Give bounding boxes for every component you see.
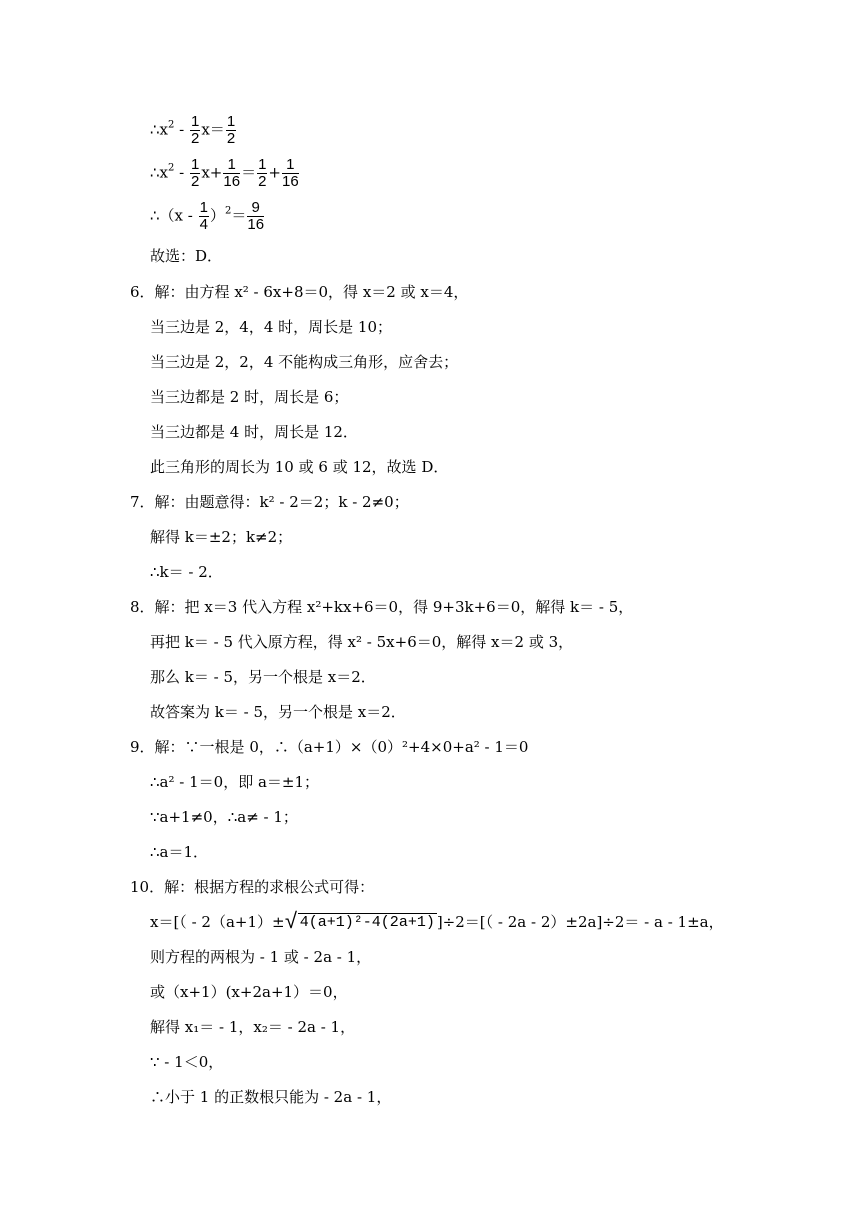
text-fragment: x+: [201, 163, 223, 182]
fraction: [190, 157, 200, 190]
text-fragment: +: [268, 163, 281, 182]
q7-line-2: 解得 k＝±2；k≠2；: [150, 528, 293, 546]
radicand: 4(a+1)²-4(2a+1): [299, 914, 435, 931]
numerator: 9: [247, 200, 264, 217]
text-fragment: -: [174, 163, 189, 182]
text-fragment: ∴x: [150, 120, 169, 139]
text-fragment: 解：由方程 x² - 6x+8＝0，得 x＝2 或 x＝4，: [154, 283, 469, 301]
denominator: 2: [258, 173, 267, 190]
text-fragment: 解：∵一根是 0，∴（a+1）×（0）²+4×0+a² - 1＝0: [154, 738, 529, 756]
q7-line-3: ∴k＝ - 2．: [150, 563, 223, 581]
q6-line-1: [130, 282, 468, 302]
denominator: 2: [191, 130, 200, 147]
numerator: 1: [223, 157, 240, 174]
q9-line-4: ∴a＝1．: [150, 843, 209, 861]
q9-line-2: ∴a² - 1＝0，即 a＝±1；: [150, 773, 320, 791]
text-fragment: ]÷2＝[（ - 2a - 2）±2a]÷2＝ - a - 1±a，: [436, 913, 724, 931]
text-fragment: ）: [209, 206, 225, 225]
numerator: 1: [191, 156, 200, 173]
q10-line-7: ∴小于 1 的正数根只能为 - 2a - 1，: [150, 1088, 392, 1106]
q10-line-2: [150, 912, 724, 933]
q8-line-3: 那么 k＝ - 5，另一个根是 x＝2．: [150, 668, 376, 686]
text-fragment: x＝: [201, 120, 225, 139]
denominator: 16: [247, 216, 265, 233]
q6-line-6: 此三角形的周长为 10 或 6 或 12，故选 D．: [150, 458, 449, 476]
fraction: [226, 114, 236, 147]
numerator: 1: [258, 156, 267, 173]
q6-line-2: 当三边是 2，4，4 时，周长是 10；: [150, 318, 393, 336]
intro-line-2: $\therefore x^2$ - $\frac{1}{2}$ x+ $\frac{1}{16}$ ＝ $\frac{1}{2}$ + $\frac{1}{16}$: [150, 156, 299, 190]
intro-line-1: $\therefore x^2$ - $\frac{1}{2}$ x＝ $\frac{1}{2}$: [150, 113, 236, 147]
fraction: [247, 200, 264, 233]
q10-line-3: 则方程的两根为 - 1 或 - 2a - 1，: [150, 948, 372, 966]
q7-line-1: [130, 492, 409, 512]
text-fragment: 解：由题意得：k² - 2＝2；k - 2≠0；: [154, 493, 409, 511]
q8-line-1: [130, 597, 633, 617]
q10-line-4: 或（x+1）(x+2a+1）＝0，: [150, 983, 348, 1001]
denominator: 16: [282, 173, 299, 190]
question-number: 8．: [130, 598, 155, 616]
denominator: 4: [199, 216, 208, 233]
text-fragment: x＝[（ - 2（a+1）±: [150, 913, 285, 931]
intro-line-3: ∴（x - $\frac{1}{4}$ ）$^2$＝ $\frac{9}{16}$: [150, 199, 265, 233]
q9-line-1: [130, 737, 528, 757]
text-fragment: 解：根据方程的求根公式可得：: [164, 878, 375, 896]
text-fragment: 解：把 x＝3 代入方程 x²+kx+6＝0，得 9+3k+6＝0，解得 k＝ - 5，: [154, 598, 634, 616]
question-number: 10．: [130, 878, 165, 896]
q8-line-2: 再把 k＝ - 5 代入原方程，得 x² - 5x+6＝0，解得 x＝2 或 3，: [150, 633, 574, 651]
text-fragment: -: [174, 120, 189, 139]
question-number: 9．: [130, 738, 155, 756]
fraction: [199, 200, 209, 233]
q6-line-4: 当三边都是 2 时，周长是 6；: [150, 388, 349, 406]
denominator: 2: [191, 173, 200, 190]
denominator: 2: [226, 130, 236, 147]
text-fragment: ∴x: [150, 163, 169, 182]
numerator: 1: [226, 113, 236, 130]
text-fragment: ∴（x -: [150, 206, 198, 225]
numerator: 1: [282, 157, 299, 174]
q6-line-5: 当三边都是 4 时，周长是 12．: [150, 423, 358, 441]
fraction: [282, 157, 299, 190]
q10-line-6: ∵ - 1＜0，: [150, 1053, 224, 1071]
q10-line-5: 解得 x₁＝ - 1，x₂＝ - 2a - 1，: [150, 1018, 356, 1036]
text-fragment: ＝: [231, 206, 247, 225]
fraction: [223, 157, 240, 190]
q9-line-3: ∵a+1≠0，∴a≠ - 1；: [150, 808, 298, 826]
fraction: [257, 157, 267, 190]
numerator: 1: [199, 199, 208, 216]
numerator: 1: [191, 113, 200, 130]
fraction: [190, 114, 200, 147]
q8-line-4: 故答案为 k＝ - 5，另一个根是 x＝2．: [150, 703, 406, 721]
square-root: √ 4(a+1)²-4(2a+1): [284, 910, 435, 935]
question-number: 7．: [130, 493, 155, 511]
text-fragment: ＝: [241, 163, 257, 182]
denominator: 16: [223, 173, 241, 190]
question-number: 6．: [130, 283, 155, 301]
q10-line-1: [130, 877, 374, 897]
intro-line-4: 故选：D．: [150, 247, 223, 265]
q6-line-3: 当三边是 2，2，4 不能构成三角形，应舍去；: [150, 353, 459, 371]
